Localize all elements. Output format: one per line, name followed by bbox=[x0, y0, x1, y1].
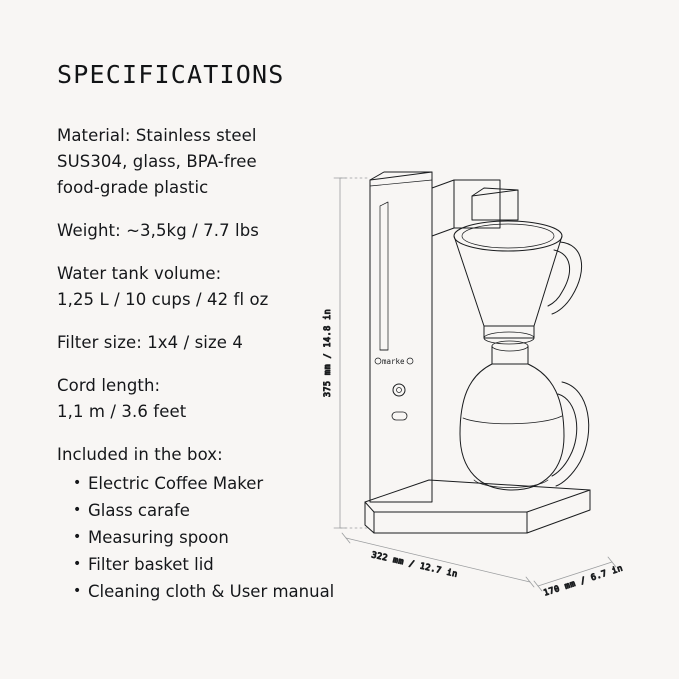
coffee-maker-carafe bbox=[460, 341, 589, 490]
dimension-lines bbox=[334, 178, 616, 591]
spec-included-in-box bbox=[57, 442, 337, 605]
spec-water-tank-line-2: 1,25 L / 10 cups / 42 fl oz bbox=[57, 290, 269, 309]
coffee-maker-filter-basket bbox=[454, 188, 582, 344]
spec-material-line-3: food-grade plastic bbox=[57, 178, 209, 197]
spec-material bbox=[57, 123, 337, 201]
list-item-label: Glass carafe bbox=[88, 501, 190, 520]
product-figure bbox=[322, 150, 672, 620]
dimension-width-label: 322 mm / 12.7 in bbox=[370, 550, 459, 580]
list-item-label: Electric Coffee Maker bbox=[88, 474, 264, 493]
list-item bbox=[57, 470, 337, 497]
spec-material-line-2: SUS304, glass, BPA-free bbox=[57, 152, 257, 171]
coffee-maker-base bbox=[365, 480, 590, 533]
list-item-label: Filter basket lid bbox=[88, 555, 214, 574]
spec-water-tank-line-1: Water tank volume: bbox=[57, 264, 222, 283]
spec-cord-length-line-1: Cord length: bbox=[57, 376, 161, 395]
bullet-icon: • bbox=[73, 475, 82, 491]
included-items-list bbox=[57, 470, 337, 605]
spec-filter-size bbox=[57, 330, 337, 356]
bullet-icon: • bbox=[73, 502, 82, 518]
spec-weight bbox=[57, 218, 337, 244]
spec-weight-line-1: Weight: ~3,5kg / 7.7 lbs bbox=[57, 221, 259, 240]
list-item bbox=[57, 551, 337, 578]
bullet-icon: • bbox=[73, 556, 82, 572]
specifications-column bbox=[57, 60, 337, 622]
dimension-height-label: 375 mm / 14.8 in bbox=[323, 308, 333, 398]
list-item bbox=[57, 578, 337, 605]
brand-label: marke bbox=[382, 357, 405, 366]
spec-cord-length bbox=[57, 373, 337, 425]
bullet-icon: • bbox=[73, 583, 82, 599]
spec-material-line-1: Material: Stainless steel bbox=[57, 126, 257, 145]
bullet-icon: • bbox=[73, 529, 82, 545]
list-item bbox=[57, 497, 337, 524]
included-heading: Included in the box: bbox=[57, 445, 223, 464]
spec-water-tank-volume bbox=[57, 261, 337, 313]
list-item-label: Measuring spoon bbox=[88, 528, 229, 547]
coffee-maker-water-tank bbox=[370, 172, 432, 502]
page-title: SPECIFICATIONS bbox=[57, 60, 285, 89]
list-item bbox=[57, 524, 337, 551]
list-item-label: Cleaning cloth & User manual bbox=[88, 582, 335, 601]
dimension-depth-label: 170 mm / 6.7 in bbox=[542, 563, 625, 599]
spec-cord-length-line-2: 1,1 m / 3.6 feet bbox=[57, 402, 187, 421]
spec-filter-size-line-1: Filter size: 1x4 / size 4 bbox=[57, 333, 243, 352]
